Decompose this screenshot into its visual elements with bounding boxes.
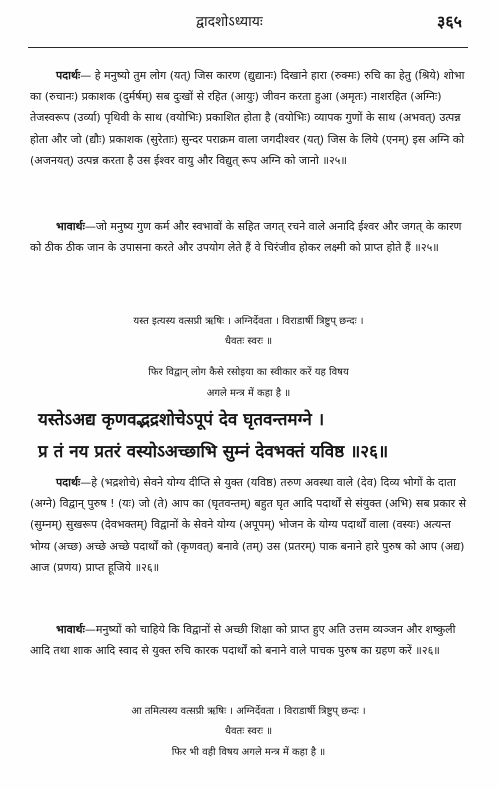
bhavartha-paragraph-26: [30, 619, 467, 661]
metadata-line: यस्त इत्यस्य वत्सप्री ऋषिः । अग्निर्देवता । विराडार्षी त्रिष्टुप् छन्दः ।: [133, 316, 364, 327]
metadata-swara: धैवतः स्वरः ॥: [224, 336, 273, 347]
topic-intro: [30, 362, 467, 404]
mantra-line-1: यस्तेऽअद्य कृणवद्भद्रशोचेऽपूपं देव घृतवन्तमग्ने ।: [38, 410, 325, 430]
bhavartha-paragraph-25: [30, 216, 467, 258]
padartha-text: — हे मनुष्यो तुम लोग (यत्) जिस कारण (द्युद्यानः) दिखाने हारा (रुक्मः) रुचि का हेतु (श्रिये) शोभा का (रुचानः) प्रकाशक (दुर्मर्षम्) सब दुःखों से रहित (आयुः) जीवन करता हुआ (अमृतः) नाशरहित (अग्निः) तेजस्वरूप (उर्व्या) पृथिवी के साथ (वयोभिः) प्रकाशित होता है (वयोभिः) व्यापक गुणों के साथ (अभवत्) उत्पन्न होता और जो (द्यौः) प्रकाशक (सुरेताः) सुन्दर पराक्रम वाला जगदीश्वर (यत्) जिस के लिये (एनम्) इस अग्नि को (अजनयत्) उत्पन्न करता है उस ईश्वर वायु और विद्युत् रूप अग्नि को जानो ॥२५॥: [30, 69, 465, 167]
bhavartha-label: भावार्थः: [56, 623, 85, 636]
metadata-swara: धैवतः स्वरः ॥: [224, 726, 273, 737]
intro-line: फिर विद्वान् लोग कैसे रसोइया का स्वीकार करें यह विषय: [148, 367, 349, 378]
mantra-verse: [38, 404, 468, 468]
metadata-line: आ तमित्यस्य वत्सप्री ऋषिः । अग्निर्देवता । विराडार्षी त्रिष्टुप् छन्दः ।: [131, 706, 366, 717]
padartha-label: पदार्थः: [56, 69, 81, 82]
closing-line: फिर भी वही विषय अगले मन्त्र में कहा है ॥: [171, 747, 326, 758]
padartha-label: पदार्थः: [56, 476, 81, 489]
intro-line: अगले मन्त्र में कहा है ॥: [206, 388, 291, 399]
closing-intro: [30, 742, 467, 763]
page-header: [0, 8, 498, 50]
mantra-metadata-27: [30, 702, 467, 742]
page-number: ३६५: [437, 12, 462, 31]
padartha-text: —हे (भद्रशोचे) सेवने योग्य दीप्ति से युक्त (यविष्ठ) तरुण अवस्था वाले (देव) दिव्य भोगों के दाता (अग्ने) विद्वान् पुरुष ! (यः) जो (ते) आप का (घृतवन्तम्) बहुत घृत आदि पदार्थों से संयुक्त (अभि) सब प्रकार से (सुम्नम्) सुखरूप (देवभक्तम्) विद्वानों के सेवने योग्य (अपूपम्) भोजन के योग्य पदार्थों वाला (वस्यः) अत्यन्त भोग्य (अच्छ) अच्छे अच्छे पदार्थों को (कृणवत्) बनावे (तम्) उस (प्रतरम्) पाक बनाने हारे पुरुष को आप (अद्य) आज (प्रणय) प्राप्त हूजिये ॥२६॥: [30, 476, 467, 574]
padartha-paragraph-25: [30, 65, 467, 171]
mantra-metadata-26: [30, 312, 467, 352]
bhavartha-text: —मनुष्यों को चाहिये कि विद्वानों से अच्छी शिक्षा को प्राप्त हुए अति उत्तम व्यञ्जन और शष्कुली आदि तथा शाक आदि स्वाद से युक्त रुचि कारक पदार्थों को बनाने वाले पाचक पुरुष का ग्रहण करें ॥२६॥: [30, 623, 456, 658]
header-rule: [28, 47, 468, 48]
bhavartha-text: —जो मनुष्य गुण कर्म और स्वभावों के सहित जगत् रचने वाले अनादि ईश्वर और जगत् के कारण को ठीक ठीक जान के उपासना करते और उपयोग लेते हैं वे चिरंजीव होकर लक्ष्मी को प्राप्त होते हैं ॥२५॥: [30, 220, 462, 255]
running-title: द्वादशोऽध्यायः: [196, 14, 263, 30]
bhavartha-label: भावार्थः: [56, 220, 85, 233]
padartha-paragraph-26: [30, 472, 467, 578]
mantra-line-2: प्र तं नय प्रतरं वस्योऽअच्छाभि सुम्नं देवभक्तं यविष्ठ ॥२६॥: [38, 442, 389, 462]
